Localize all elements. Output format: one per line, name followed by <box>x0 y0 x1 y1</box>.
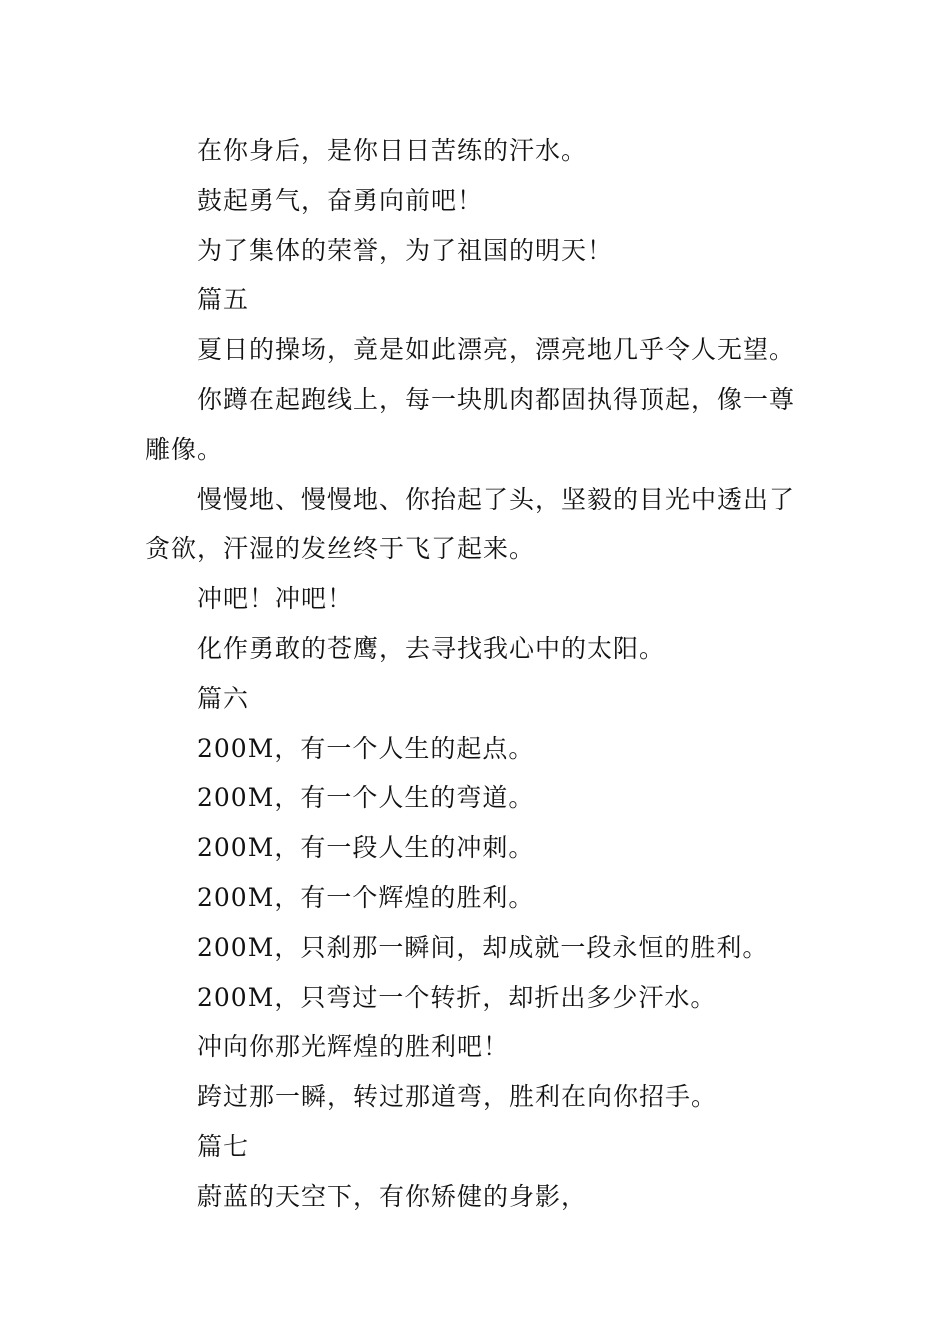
document-body <box>145 126 813 1222</box>
paragraph: 蔚蓝的天空下，有你矫健的身影， <box>197 1181 588 1211</box>
paragraph: 200M，有一个人生的起点。 <box>197 733 535 763</box>
paragraph: 鼓起勇气，奋勇向前吧！ <box>197 185 484 215</box>
paragraph: 夏日的操场，竟是如此漂亮，漂亮地几乎令人无望。 <box>197 335 796 365</box>
paragraph: 化作勇敢的苍鹰，去寻找我心中的太阳。 <box>197 633 666 663</box>
paragraph: 200M，有一段人生的冲刺。 <box>197 833 535 863</box>
paragraph: 你蹲在起跑线上，每一块肌肉都固执得顶起，像一尊雕像。 <box>145 384 796 464</box>
paragraph: 在你身后，是你日日苦练的汗水。 <box>197 136 588 165</box>
paragraph: 跨过那一瞬，转过那道弯，胜利在向你招手。 <box>197 1082 718 1112</box>
paragraph: 200M，只刹那一瞬间，却成就一段永恒的胜利。 <box>197 932 769 962</box>
paragraph: 200M，有一个辉煌的胜利。 <box>197 882 535 912</box>
paragraph: 200M，只弯过一个转折，却折出多少汗水。 <box>197 982 717 1012</box>
paragraph: 冲吧！冲吧！ <box>197 584 354 614</box>
paragraph: 慢慢地、慢慢地、你抬起了头，坚毅的目光中透出了贪欲，汗湿的发丝终于飞了起来。 <box>145 484 796 564</box>
section-heading: 篇七 <box>197 1131 250 1161</box>
paragraph: 冲向你那光辉煌的胜利吧！ <box>197 1032 510 1062</box>
section-heading: 篇六 <box>197 683 250 713</box>
section-heading: 篇五 <box>197 285 250 315</box>
paragraph: 为了集体的荣誉，为了祖国的明天！ <box>197 235 614 265</box>
paragraph: 200M，有一个人生的弯道。 <box>197 783 535 813</box>
